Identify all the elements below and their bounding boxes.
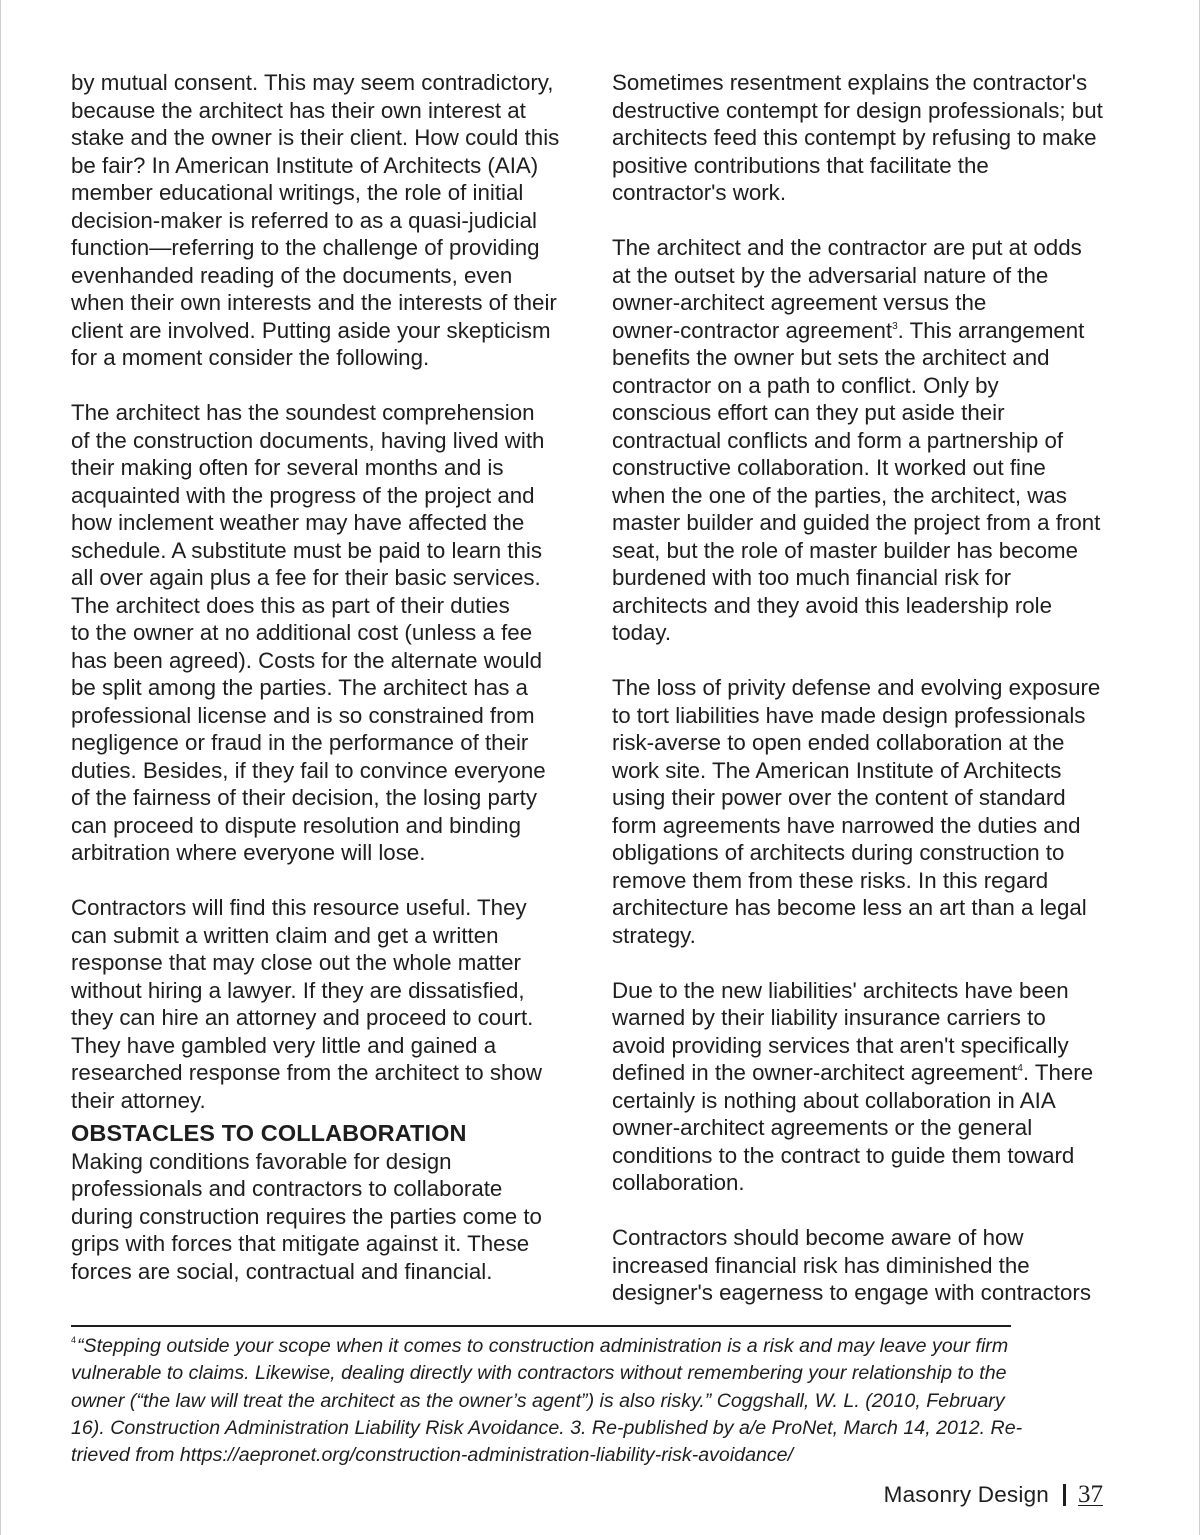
text-line: at the outset by the adversarial nature of the [612, 262, 1049, 288]
text-line: member educational writings, the role of initial [71, 180, 524, 205]
text-line: risk-averse to open ended collaboration at the [612, 730, 1065, 755]
text-line: arbitration where everyone will lose. [71, 840, 426, 865]
text-line: designer's eagerness to engage with contractors [612, 1280, 1091, 1305]
text-line: contractual conflicts and form a partnership of [612, 427, 1064, 453]
text-line: can proceed to dispute resolution and binding [71, 812, 521, 838]
footnote [71, 1333, 1131, 1469]
text-line: avoid providing services that aren't specifically [612, 1032, 1069, 1058]
text-line: obligations of architects during construction to [612, 840, 1065, 865]
left-paragraph-4 [71, 1148, 596, 1286]
text-line: be fair? In American Institute of Architects (AIA) [71, 152, 539, 178]
text-line: their attorney. [71, 1087, 206, 1113]
text-line: forces are social, contractual and financial. [71, 1258, 493, 1284]
text-line: to the owner at no additional cost (unless a fee [71, 620, 533, 645]
publication-name: Masonry Design [883, 1482, 1049, 1507]
text-line: seat, but the role of master builder has become [612, 537, 1079, 563]
footnote-line: trieved from https://aepronet.org/construction-administration-liability-risk-avoidance/ [71, 1444, 794, 1467]
left-paragraph-2 [71, 399, 596, 867]
text-line: Contractors will find this resource useful. They [71, 895, 527, 920]
text-line: professionals and contractors to collaborate [71, 1176, 503, 1201]
text-line: form agreements have narrowed the duties and [612, 812, 1081, 838]
left-paragraph-1 [71, 69, 596, 372]
text-line: The architect and the contractor are put at odds [612, 235, 1082, 260]
footnote-line: 16). Construction Administration Liability Risk Avoidance. 3. Re-published by a/e ProNet, March 14, 2012. Re- [71, 1416, 1023, 1439]
text-line: benefits the owner but sets the architect and [612, 345, 1050, 370]
text-line: owner-contractor agreement$^3$. This arrangement [612, 317, 1085, 343]
text-line: strategy. [612, 922, 696, 948]
text-line: certainly is nothing about collaboration in AIA [612, 1087, 1056, 1113]
left-column [71, 69, 596, 1285]
page-footer [884, 1481, 1103, 1509]
text-line: Contractors should become aware of how [612, 1225, 1024, 1250]
text-line: contractor on a path to conflict. Only by [612, 372, 999, 398]
text-line: work site. The American Institute of Architects [612, 757, 1062, 783]
footnote-line: $^4$“Stepping outside your scope when it comes to construction administration is a risk and may leave your firm [71, 1335, 1009, 1357]
text-line: their making often for several months and is [71, 455, 504, 480]
text-line: remove them from these risks. In this regard [612, 867, 1049, 893]
page-number: 37 [1078, 1481, 1103, 1508]
text-line: contractor's work. [612, 180, 787, 205]
footnote-reference-3: 3 [892, 320, 898, 332]
text-line: master builder and guided the project from a front [612, 510, 1101, 535]
text-line: by mutual consent. This may seem contradictory, [71, 70, 554, 95]
text-line: during construction requires the parties come to [71, 1203, 542, 1229]
right-column [612, 69, 1152, 1307]
right-paragraph-2 [612, 234, 1152, 647]
right-paragraph-3 [612, 674, 1152, 949]
text-line: client are involved. Putting aside your skepticism [71, 317, 551, 343]
text-line: negligence or fraud in the performance of their [71, 730, 529, 755]
text-line: architects feed this contempt by refusing to make [612, 125, 1097, 150]
text-line: owner-architect agreement versus the [612, 290, 987, 315]
text-line: today. [612, 620, 672, 645]
text-line: burdened with too much financial risk for [612, 565, 1012, 590]
text-line: duties. Besides, if they fail to convince everyone [71, 757, 546, 783]
right-paragraph-4 [612, 977, 1152, 1197]
text-line: acquainted with the progress of the project and [71, 482, 535, 508]
text-line: how inclement weather may have affected the [71, 510, 525, 535]
text-line: when their own interests and the interests of their [71, 290, 557, 315]
footnote-divider [71, 1325, 1011, 1327]
text-line: using their power over the content of standard [612, 785, 1066, 810]
text-line: researched response from the architect to show [71, 1060, 542, 1085]
text-line: can submit a written claim and get a written [71, 922, 499, 948]
text-line: of the fairness of their decision, the losing party [71, 785, 538, 810]
text-line: architecture has become less an art than a legal [612, 895, 1087, 920]
text-line: without hiring a lawyer. If they are dissatisfied, [71, 977, 525, 1003]
footnote-line: owner (“the law will treat the architect as the owner’s agent”) is also risky.” Coggshall, W. L. (2010, February [71, 1389, 1005, 1412]
text-line: Making conditions favorable for design [71, 1148, 452, 1174]
footer-separator [1063, 1484, 1066, 1506]
left-paragraph-3 [71, 894, 596, 1114]
text-line: decision-maker is referred to as a quasi-judicial [71, 207, 537, 233]
text-line: Due to the new liabilities' architects have been [612, 977, 1069, 1003]
footnote-line: vulnerable to claims. Likewise, dealing directly with contractors without remembering your relationship to the [71, 1362, 1007, 1385]
text-line: collaboration. [612, 1170, 745, 1195]
text-line: conditions to the contract to guide them toward [612, 1142, 1075, 1168]
text-line: to tort liabilities have made design professionals [612, 702, 1086, 728]
footnote-mark: 4 [71, 1335, 77, 1345]
text-line: grips with forces that mitigate against it. These [71, 1231, 530, 1256]
text-line: all over again plus a fee for their basic services. [71, 565, 541, 590]
text-line: The architect does this as part of their duties [71, 592, 510, 618]
footnote-reference-4: 4 [1017, 1063, 1023, 1074]
text-line: be split among the parties. The architect has a [71, 675, 528, 700]
text-line: response that may close out the whole matter [71, 950, 521, 975]
text-line: of the construction documents, having lived with [71, 427, 545, 453]
text-line: destructive contempt for design professionals; but [612, 97, 1103, 123]
text-line: increased financial risk has diminished the [612, 1252, 1030, 1278]
text-line: Sometimes resentment explains the contractor's [612, 70, 1088, 95]
text-line: architects and they avoid this leadership role [612, 592, 1052, 618]
text-line: evenhanded reading of the documents, even [71, 262, 513, 288]
text-line: warned by their liability insurance carriers to [612, 1005, 1046, 1030]
text-line: because the architect has their own interest at [71, 97, 526, 123]
text-line: constructive collaboration. It worked out fine [612, 455, 1046, 480]
text-line: defined in the owner-architect agreement$^4$. There [612, 1060, 1094, 1085]
right-paragraph-1 [612, 69, 1152, 207]
text-line: they can hire an attorney and proceed to court. [71, 1005, 534, 1030]
section-heading: OBSTACLES TO COLLABORATION [71, 1120, 467, 1146]
text-line: professional license and is so constrained from [71, 702, 535, 728]
text-line: owner-architect agreements or the general [612, 1115, 1033, 1140]
text-line: for a moment consider the following. [71, 345, 430, 370]
text-line: when the one of the parties, the architect, was [612, 482, 1067, 508]
text-line: schedule. A substitute must be paid to learn this [71, 537, 542, 563]
text-line: has been agreed). Costs for the alternate would [71, 647, 542, 673]
text-line: conscious effort can they put aside their [612, 400, 1005, 425]
text-line: They have gambled very little and gained a [71, 1032, 497, 1058]
text-line: The loss of privity defense and evolving exposure [612, 675, 1101, 700]
text-line: stake and the owner is their client. How could this [71, 125, 560, 150]
text-line: The architect has the soundest comprehension [71, 400, 535, 425]
text-line: positive contributions that facilitate the [612, 152, 989, 178]
right-paragraph-5 [612, 1224, 1152, 1307]
text-line: function—referring to the challenge of providing [71, 235, 540, 260]
